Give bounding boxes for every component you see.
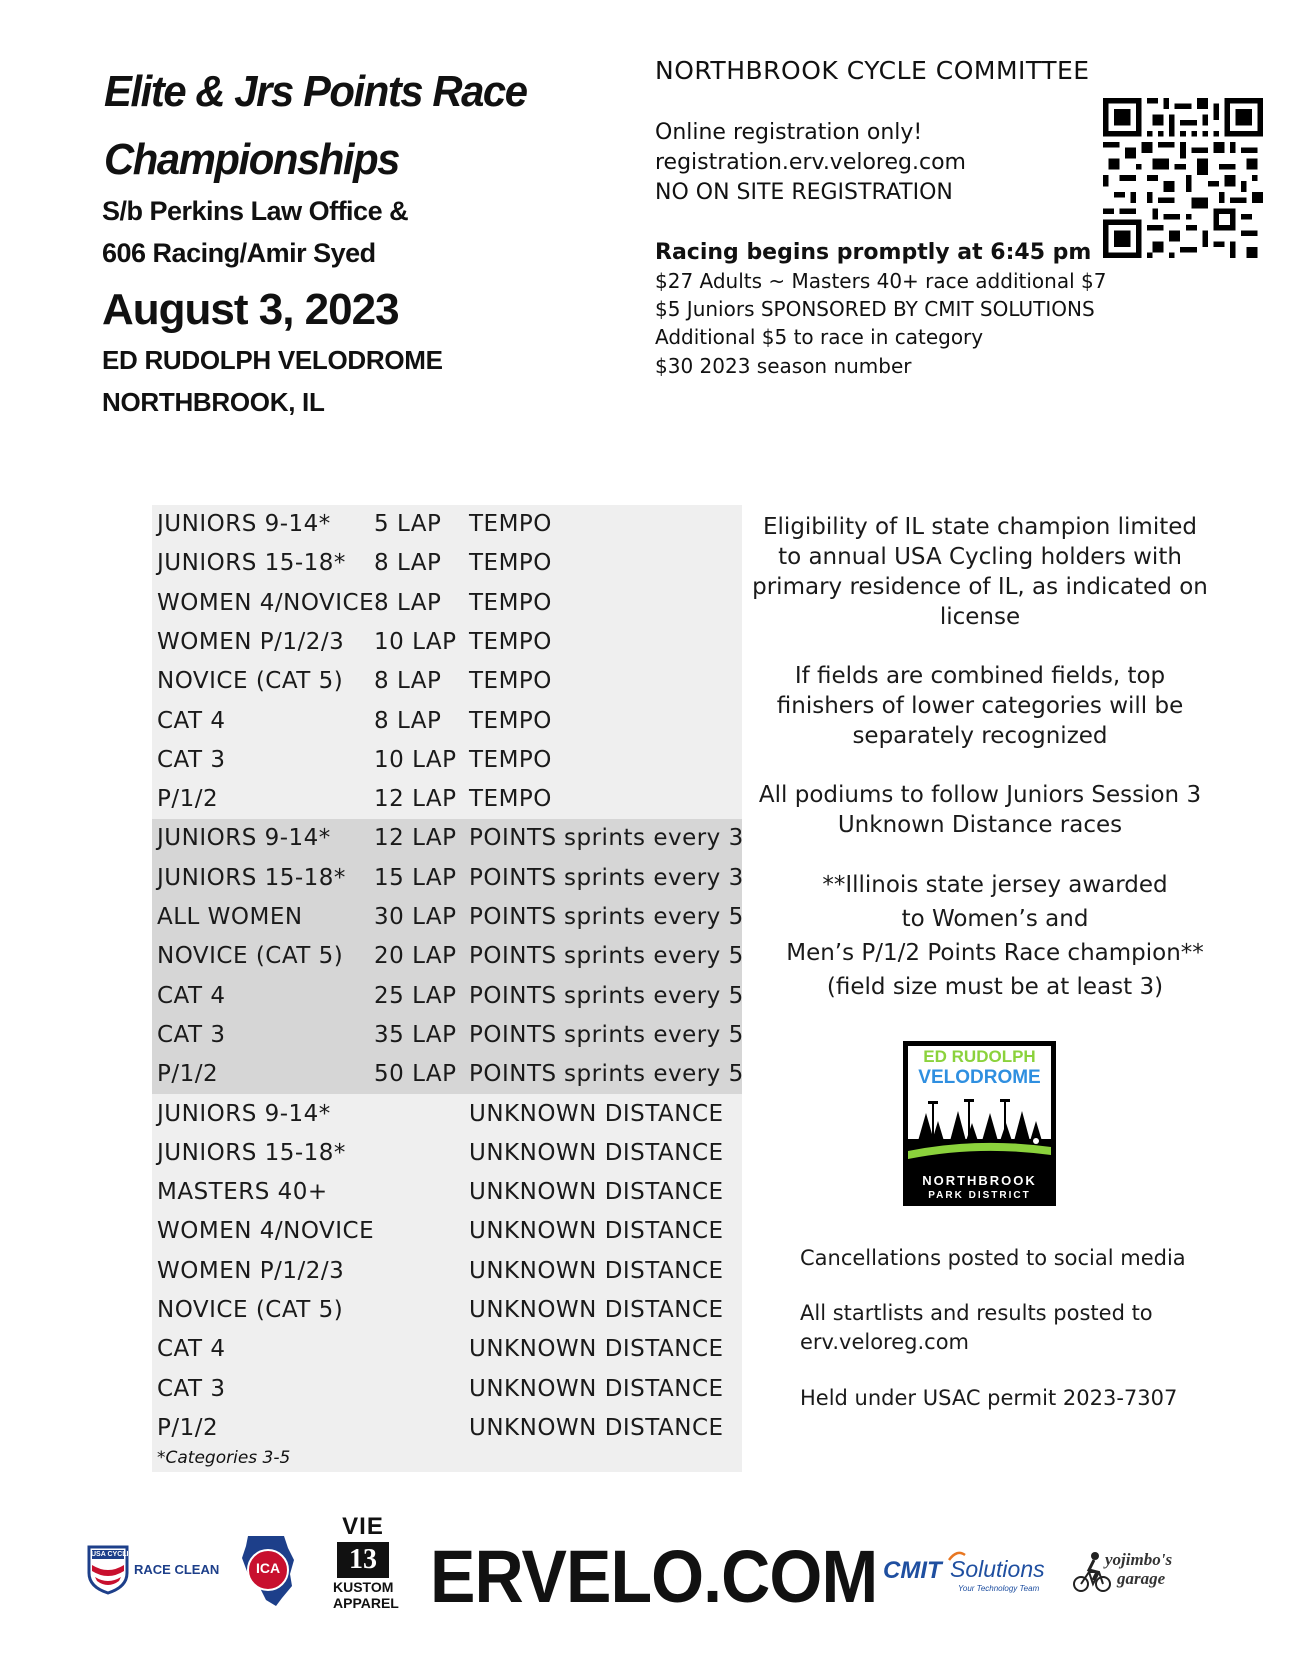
race-category: CAT 4 bbox=[157, 707, 226, 734]
schedule-row-tempo bbox=[152, 584, 742, 623]
schedule-row-tempo bbox=[152, 741, 742, 780]
schedule-row-unknown bbox=[152, 1252, 742, 1291]
note-line: finishers of lower categories will be bbox=[776, 693, 1184, 719]
race-category: P/1/2 bbox=[157, 1061, 219, 1088]
schedule-row-points bbox=[152, 819, 742, 858]
race-schedule-table bbox=[152, 505, 742, 1472]
race-category: JUNIORS 15-18* bbox=[157, 1139, 346, 1166]
podiums-note bbox=[745, 780, 1215, 840]
race-laps: 25 LAP bbox=[374, 982, 457, 1009]
fee-season-number: $30 2023 season number bbox=[655, 354, 912, 378]
schedule-row-unknown bbox=[152, 1330, 742, 1369]
registration-note: Online registration only! bbox=[655, 120, 923, 145]
race-laps: 15 LAP bbox=[374, 864, 457, 891]
note-line: Unknown Distance races bbox=[837, 812, 1123, 838]
schedule-row-points bbox=[152, 859, 742, 898]
race-type: POINTS bbox=[469, 943, 557, 970]
event-title-line1: Elite & Jrs Points Race bbox=[104, 67, 527, 116]
sponsor-line2: 606 Racing/Amir Syed bbox=[102, 238, 376, 268]
race-type: UNKNOWN DISTANCE bbox=[469, 1336, 724, 1363]
note-line: Eligibility of IL state champion limited bbox=[763, 514, 1197, 540]
race-laps: 8 LAP bbox=[374, 668, 442, 695]
race-type: POINTS bbox=[469, 1021, 557, 1048]
note-line: license bbox=[939, 604, 1021, 630]
velodrome-logo bbox=[903, 1041, 1056, 1206]
race-category: WOMEN 4/NOVICE bbox=[157, 589, 375, 616]
committee-name: NORTHBROOK CYCLE COMMITTEE bbox=[655, 56, 1090, 85]
schedule-row-points bbox=[152, 898, 742, 937]
qr-code-icon[interactable] bbox=[1103, 98, 1263, 258]
fee-juniors: $5 Juniors SPONSORED BY CMIT SOLUTIONS bbox=[655, 297, 1095, 321]
velodrome-logo-line1: ED RUDOLPH bbox=[923, 1047, 1036, 1066]
usac-permit: Held under USAC permit 2023-7307 bbox=[800, 1386, 1178, 1410]
race-type: TEMPO bbox=[469, 550, 552, 577]
race-category: CAT 4 bbox=[157, 982, 226, 1009]
vie-logo-top: VIE bbox=[342, 1513, 384, 1540]
note-line: separately recognized bbox=[852, 723, 1108, 749]
race-category: ALL WOMEN bbox=[157, 904, 303, 930]
race-type: UNKNOWN DISTANCE bbox=[469, 1179, 724, 1206]
race-type: UNKNOWN DISTANCE bbox=[469, 1139, 724, 1166]
race-type: UNKNOWN DISTANCE bbox=[469, 1297, 724, 1323]
note-line: primary residence of IL, as indicated on bbox=[752, 574, 1208, 600]
categories-footnote: *Categories 3-5 bbox=[157, 1448, 291, 1468]
schedule-row-points bbox=[152, 937, 742, 976]
usa-cycling-text: USA CYCLING bbox=[91, 1551, 139, 1558]
race-sprints: sprints every 5 bbox=[564, 982, 744, 1009]
race-laps: 35 LAP bbox=[374, 1021, 457, 1048]
venue-location: NORTHBROOK, IL bbox=[102, 387, 325, 417]
race-category: P/1/2 bbox=[157, 786, 219, 813]
cmit-logo-text: CMIT bbox=[883, 1557, 942, 1584]
cmit-solutions-text: Solutions bbox=[950, 1556, 1045, 1582]
race-laps: 8 LAP bbox=[374, 550, 442, 577]
race-category: JUNIORS 9-14* bbox=[157, 825, 331, 852]
race-type: UNKNOWN DISTANCE bbox=[469, 1414, 724, 1441]
vie-logo-kustom: KUSTOM bbox=[333, 1579, 394, 1595]
vie-logo-mark: 13 bbox=[337, 1542, 389, 1578]
note-line: (field size must be at least 3) bbox=[826, 974, 1164, 1000]
race-type: TEMPO bbox=[469, 786, 552, 813]
race-type: POINTS bbox=[469, 864, 557, 891]
race-type: TEMPO bbox=[469, 746, 552, 773]
race-sprints: sprints every 5 bbox=[564, 1021, 744, 1048]
race-sprints: sprints every 3 bbox=[564, 825, 744, 852]
schedule-row-tempo bbox=[152, 505, 742, 544]
schedule-row-tempo bbox=[152, 662, 742, 701]
race-sprints: sprints every 5 bbox=[564, 943, 744, 970]
vie-logo-apparel: APPAREL bbox=[333, 1595, 399, 1611]
race-category: CAT 3 bbox=[157, 746, 226, 773]
combined-fields-note bbox=[745, 661, 1215, 751]
note-line: to annual USA Cycling holders with bbox=[778, 544, 1182, 570]
race-category: CAT 3 bbox=[157, 1021, 226, 1048]
race-type: TEMPO bbox=[469, 628, 552, 655]
race-category: CAT 4 bbox=[157, 1336, 226, 1363]
race-laps: 8 LAP bbox=[374, 707, 442, 734]
results-link[interactable]: erv.veloreg.com bbox=[800, 1330, 970, 1354]
race-type: TEMPO bbox=[469, 511, 552, 537]
race-sprints: sprints every 5 bbox=[564, 1061, 744, 1088]
schedule-row-unknown bbox=[152, 1409, 742, 1448]
race-laps: 5 LAP bbox=[374, 511, 442, 537]
note-line: Men’s P/1/2 Points Race champion** bbox=[786, 940, 1204, 966]
race-laps: 12 LAP bbox=[374, 825, 457, 852]
race-clean-text: RACE CLEAN bbox=[134, 1562, 220, 1577]
fee-additional: Additional $5 to race in category bbox=[655, 325, 984, 349]
race-type: UNKNOWN DISTANCE bbox=[469, 1375, 724, 1402]
race-category: NOVICE (CAT 5) bbox=[157, 943, 344, 970]
cmit-tagline: Your Technology Team bbox=[958, 1584, 1040, 1593]
event-title-line2: Championships bbox=[104, 135, 400, 184]
schedule-row-tempo bbox=[152, 623, 742, 662]
race-type: POINTS bbox=[469, 825, 557, 852]
racing-start-time: Racing begins promptly at 6:45 pm bbox=[655, 240, 1092, 265]
race-category: WOMEN P/1/2/3 bbox=[157, 628, 345, 655]
velodrome-logo-line4: PARK DISTRICT bbox=[928, 1190, 1031, 1201]
no-onsite-note: NO ON SITE REGISTRATION bbox=[655, 180, 953, 205]
race-laps: 30 LAP bbox=[374, 904, 457, 930]
schedule-row-unknown bbox=[152, 1095, 742, 1134]
ica-text: ICA bbox=[255, 1560, 281, 1576]
schedule-row-unknown bbox=[152, 1173, 742, 1212]
race-type: TEMPO bbox=[469, 589, 552, 616]
registration-link[interactable]: registration.erv.veloreg.com bbox=[655, 150, 966, 175]
race-laps: 8 LAP bbox=[374, 589, 442, 616]
race-laps: 10 LAP bbox=[374, 628, 457, 655]
race-laps: 20 LAP bbox=[374, 943, 457, 970]
race-type: UNKNOWN DISTANCE bbox=[469, 1218, 724, 1245]
cmit-swoosh-icon bbox=[948, 1551, 966, 1561]
schedule-row-unknown bbox=[152, 1212, 742, 1251]
venue-name: ED RUDOLPH VELODROME bbox=[102, 345, 443, 375]
race-sprints: sprints every 3 bbox=[564, 864, 744, 891]
race-sprints: sprints every 5 bbox=[564, 904, 744, 930]
yojimbo-logo-line2: garage bbox=[1117, 1569, 1166, 1588]
race-laps: 12 LAP bbox=[374, 786, 457, 813]
velodrome-logo-line2: VELODROME bbox=[918, 1067, 1041, 1088]
startlists-note: All startlists and results posted to bbox=[800, 1301, 1153, 1325]
race-category: NOVICE (CAT 5) bbox=[157, 668, 344, 695]
race-category: JUNIORS 15-18* bbox=[157, 550, 346, 577]
schedule-row-points bbox=[152, 977, 742, 1016]
sponsor-line1: S/b Perkins Law Office & bbox=[102, 196, 409, 226]
schedule-row-tempo bbox=[152, 780, 742, 819]
state-jersey-note bbox=[760, 868, 1230, 1004]
race-category: MASTERS 40+ bbox=[157, 1179, 328, 1206]
race-type: POINTS bbox=[469, 982, 557, 1009]
note-line: to Women’s and bbox=[901, 906, 1089, 932]
event-date: August 3, 2023 bbox=[102, 285, 399, 334]
note-line: **Illinois state jersey awarded bbox=[822, 872, 1168, 898]
race-category: NOVICE (CAT 5) bbox=[157, 1297, 344, 1323]
race-type: TEMPO bbox=[469, 668, 552, 695]
ervelo-website-link[interactable]: ERVELO.COM bbox=[430, 1535, 878, 1618]
race-type: UNKNOWN DISTANCE bbox=[469, 1257, 724, 1284]
schedule-row-tempo bbox=[152, 544, 742, 583]
race-category: CAT 3 bbox=[157, 1375, 226, 1402]
race-type: UNKNOWN DISTANCE bbox=[469, 1100, 724, 1127]
race-category: WOMEN 4/NOVICE bbox=[157, 1218, 375, 1245]
cancellations-note: Cancellations posted to social media bbox=[800, 1246, 1186, 1270]
schedule-row-unknown bbox=[152, 1134, 742, 1173]
eligibility-note bbox=[745, 512, 1215, 632]
race-category: JUNIORS 15-18* bbox=[157, 864, 346, 891]
race-type: POINTS bbox=[469, 904, 557, 930]
velodrome-trees-icon bbox=[908, 1093, 1051, 1161]
schedule-row-unknown bbox=[152, 1370, 742, 1409]
schedule-row-unknown bbox=[152, 1291, 742, 1330]
race-laps: 50 LAP bbox=[374, 1061, 457, 1088]
note-line: If fields are combined fields, top bbox=[794, 663, 1166, 689]
race-category: WOMEN P/1/2/3 bbox=[157, 1257, 345, 1284]
velodrome-logo-line3: NORTHBROOK bbox=[922, 1173, 1037, 1188]
schedule-row-points bbox=[152, 1016, 742, 1055]
schedule-row-tempo bbox=[152, 702, 742, 741]
race-type: TEMPO bbox=[469, 707, 552, 734]
race-category: JUNIORS 9-14* bbox=[157, 511, 331, 537]
yojimbo-logo-line1: yojimbo's bbox=[1105, 1550, 1173, 1569]
race-type: POINTS bbox=[469, 1061, 557, 1088]
race-category: JUNIORS 9-14* bbox=[157, 1100, 331, 1127]
note-line: All podiums to follow Juniors Session 3 bbox=[758, 782, 1202, 808]
schedule-row-points bbox=[152, 1055, 742, 1094]
race-laps: 10 LAP bbox=[374, 746, 457, 773]
race-category: P/1/2 bbox=[157, 1414, 219, 1441]
fee-adults: $27 Adults ~ Masters 40+ race additional $7 bbox=[655, 269, 1107, 293]
